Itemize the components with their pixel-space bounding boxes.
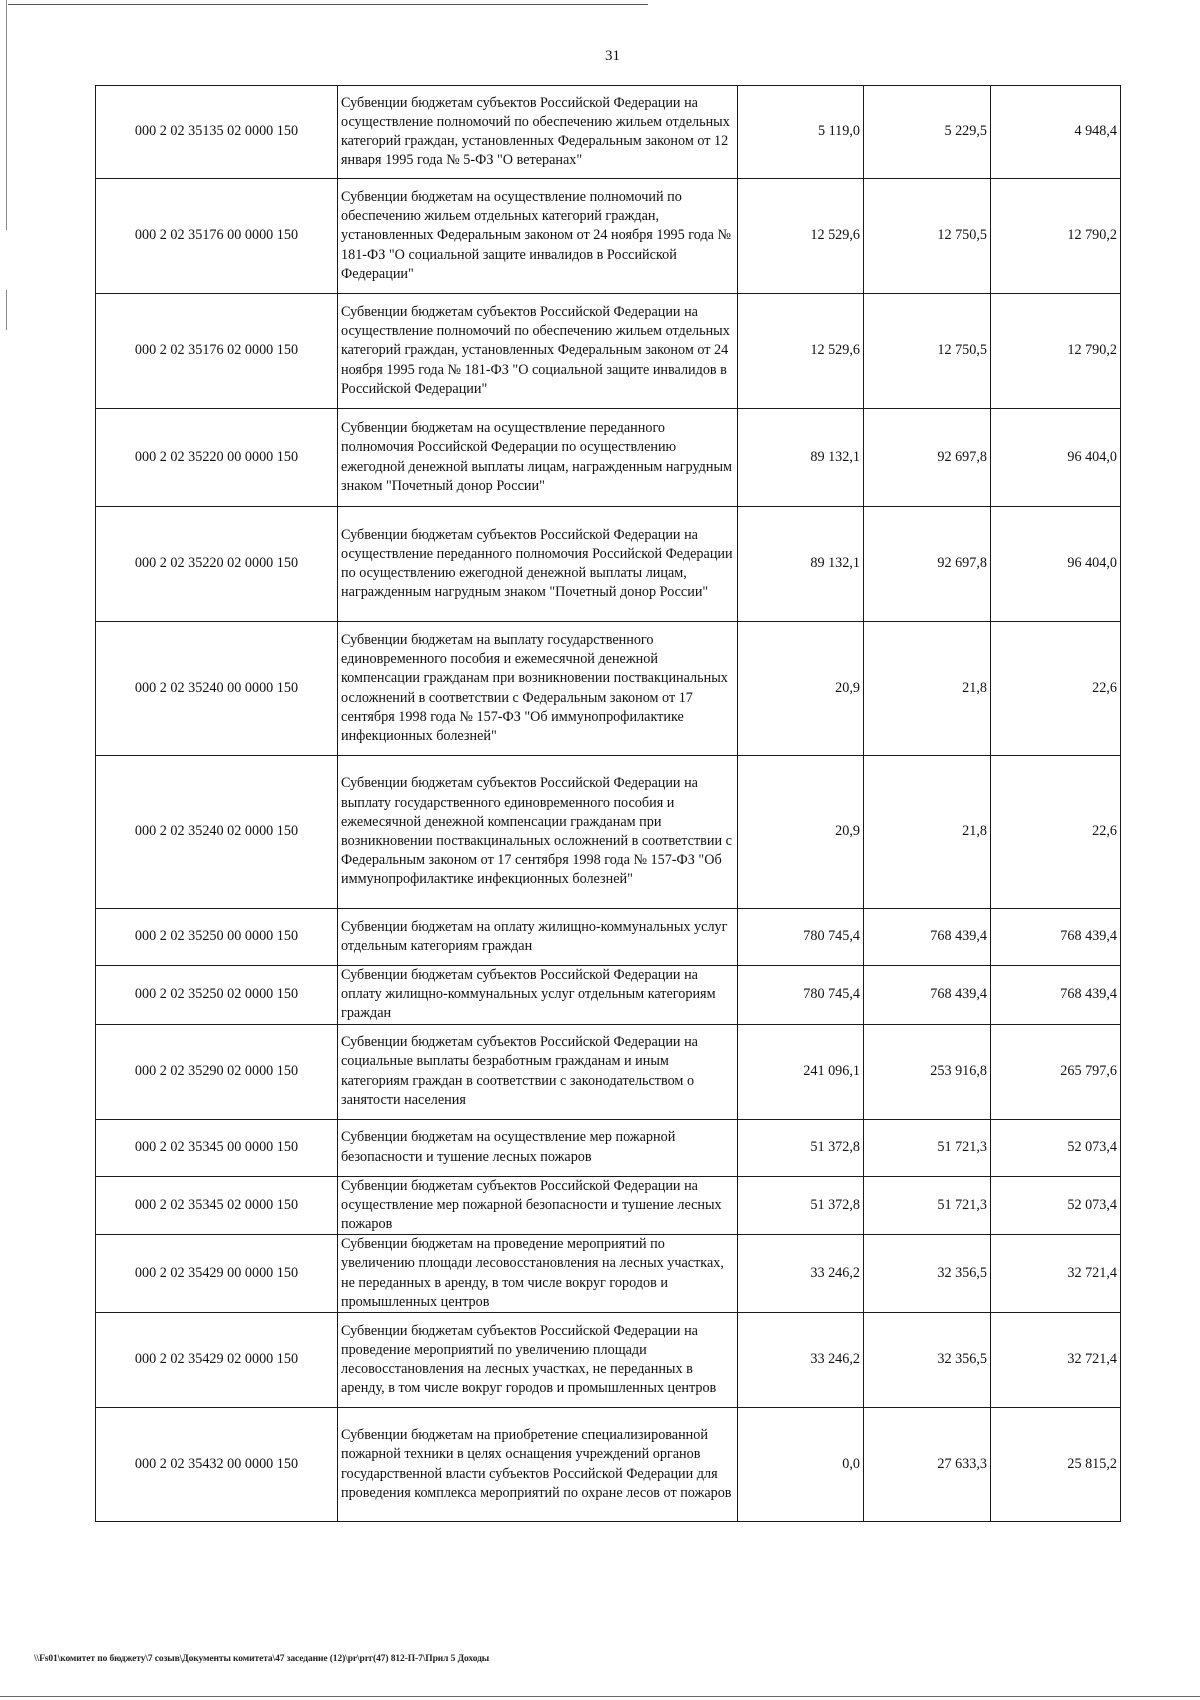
budget-code-cell: 000 2 02 35345 00 0000 150 xyxy=(96,1119,338,1176)
description-cell: Субвенции бюджетам субъектов Российской Федерации на социальные выплаты безработным гражданам и иным категориям граждан в соответствии с законодательством о занятости населения xyxy=(338,1024,738,1119)
value-year-2-cell: 768 439,4 xyxy=(864,966,991,1025)
value-year-1-cell: 89 132,1 xyxy=(738,409,864,507)
value-year-3-cell: 96 404,0 xyxy=(991,507,1121,622)
budget-code-cell: 000 2 02 35429 02 0000 150 xyxy=(96,1313,338,1408)
description-cell: Субвенции бюджетам субъектов Российской Федерации на оплату жилищно-коммунальных услуг отдельным категориям граждан xyxy=(338,966,738,1025)
value-year-2-cell: 12 750,5 xyxy=(864,179,991,294)
table-body xyxy=(96,86,1121,1522)
description-cell: Субвенции бюджетам субъектов Российской Федерации на проведение мероприятий по увеличению площади лесовосстановления на лесных участках, не переданных в аренду, в том числе вокруг городов и промышленных центров xyxy=(338,1313,738,1408)
value-year-3-cell: 22,6 xyxy=(991,756,1121,909)
table-row xyxy=(96,1313,1121,1408)
table-row xyxy=(96,1408,1121,1522)
table-row xyxy=(96,756,1121,909)
table-row xyxy=(96,1176,1121,1235)
value-year-2-cell: 27 633,3 xyxy=(864,1408,991,1522)
description-cell: Субвенции бюджетам на проведение мероприятий по увеличению площади лесовосстановления на лесных участках, не переданных в аренду, в том числе вокруг городов и промышленных центров xyxy=(338,1235,738,1313)
description-cell: Субвенции бюджетам на осуществление переданного полномочия Российской Федерации по осуществлению ежегодной денежной выплаты лицам, награжденным нагрудным знаком "Почетный донор России" xyxy=(338,409,738,507)
table-row xyxy=(96,507,1121,622)
value-year-2-cell: 21,8 xyxy=(864,622,991,756)
value-year-3-cell: 265 797,6 xyxy=(991,1024,1121,1119)
value-year-1-cell: 20,9 xyxy=(738,622,864,756)
budget-code-cell: 000 2 02 35220 02 0000 150 xyxy=(96,507,338,622)
budget-code-cell: 000 2 02 35429 00 0000 150 xyxy=(96,1235,338,1313)
description-cell: Субвенции бюджетам субъектов Российской Федерации на осуществление мер пожарной безопасности и тушение лесных пожаров xyxy=(338,1176,738,1235)
value-year-2-cell: 92 697,8 xyxy=(864,409,991,507)
value-year-2-cell: 12 750,5 xyxy=(864,294,991,409)
budget-code-cell: 000 2 02 35345 02 0000 150 xyxy=(96,1176,338,1235)
budget-code-cell: 000 2 02 35240 00 0000 150 xyxy=(96,622,338,756)
value-year-3-cell: 32 721,4 xyxy=(991,1313,1121,1408)
description-cell: Субвенции бюджетам на осуществление полномочий по обеспечению жильем отдельных категорий граждан, установленных Федеральным законом от 24 ноября 1995 года № 181-ФЗ "О социальной защите инвалидов в Российской Федерации" xyxy=(338,179,738,294)
value-year-1-cell: 12 529,6 xyxy=(738,179,864,294)
value-year-2-cell: 253 916,8 xyxy=(864,1024,991,1119)
description-cell: Субвенции бюджетам субъектов Российской Федерации на осуществление полномочий по обеспечению жильем отдельных категорий граждан, установленных Федеральным законом от 12 января 1995 года № 5-ФЗ "О ветеранах" xyxy=(338,86,738,179)
value-year-3-cell: 12 790,2 xyxy=(991,179,1121,294)
value-year-3-cell: 25 815,2 xyxy=(991,1408,1121,1522)
value-year-1-cell: 20,9 xyxy=(738,756,864,909)
table-row xyxy=(96,622,1121,756)
value-year-1-cell: 0,0 xyxy=(738,1408,864,1522)
description-cell: Субвенции бюджетам субъектов Российской Федерации на выплату государственного единовременного пособия и ежемесячной денежной компенсации гражданам при возникновении поствакцинальных осложнений в соответствии с Федеральным законом от 17 сентября 1998 года № 157-ФЗ "Об иммунопрофилактике инфекционных болезней" xyxy=(338,756,738,909)
table-row xyxy=(96,909,1121,966)
table-row xyxy=(96,1024,1121,1119)
description-cell: Субвенции бюджетам на оплату жилищно-коммунальных услуг отдельным категориям граждан xyxy=(338,909,738,966)
value-year-1-cell: 5 119,0 xyxy=(738,86,864,179)
value-year-1-cell: 33 246,2 xyxy=(738,1313,864,1408)
value-year-1-cell: 51 372,8 xyxy=(738,1119,864,1176)
value-year-3-cell: 52 073,4 xyxy=(991,1119,1121,1176)
value-year-3-cell: 22,6 xyxy=(991,622,1121,756)
description-cell: Субвенции бюджетам субъектов Российской Федерации на осуществление переданного полномочия Российской Федерации по осуществлению ежегодной денежной выплаты лицам, награжденным нагрудным знаком "Почетный донор России" xyxy=(338,507,738,622)
value-year-3-cell: 12 790,2 xyxy=(991,294,1121,409)
table-row xyxy=(96,86,1121,179)
value-year-3-cell: 768 439,4 xyxy=(991,966,1121,1025)
budget-code-cell: 000 2 02 35250 02 0000 150 xyxy=(96,966,338,1025)
value-year-2-cell: 32 356,5 xyxy=(864,1313,991,1408)
budget-code-cell: 000 2 02 35290 02 0000 150 xyxy=(96,1024,338,1119)
budget-code-cell: 000 2 02 35240 02 0000 150 xyxy=(96,756,338,909)
scan-edge-top xyxy=(8,4,648,5)
description-cell: Субвенции бюджетам на приобретение специализированной пожарной техники в целях оснащения учреждений органов государственной власти субъектов Российской Федерации для проведения комплекса мероприятий по охране лесов от пожаров xyxy=(338,1408,738,1522)
value-year-1-cell: 89 132,1 xyxy=(738,507,864,622)
table-row xyxy=(96,409,1121,507)
page-number: 31 xyxy=(605,48,620,64)
value-year-1-cell: 780 745,4 xyxy=(738,909,864,966)
value-year-2-cell: 51 721,3 xyxy=(864,1119,991,1176)
value-year-3-cell: 32 721,4 xyxy=(991,1235,1121,1313)
budget-code-cell: 000 2 02 35432 00 0000 150 xyxy=(96,1408,338,1522)
table-row xyxy=(96,1235,1121,1313)
value-year-2-cell: 51 721,3 xyxy=(864,1176,991,1235)
scan-margin-mark xyxy=(6,290,7,330)
scan-edge-bottom xyxy=(0,1696,1200,1697)
description-cell: Субвенции бюджетам на осуществление мер пожарной безопасности и тушение лесных пожаров xyxy=(338,1119,738,1176)
table-row xyxy=(96,966,1121,1025)
value-year-1-cell: 12 529,6 xyxy=(738,294,864,409)
value-year-2-cell: 92 697,8 xyxy=(864,507,991,622)
value-year-3-cell: 768 439,4 xyxy=(991,909,1121,966)
budget-code-cell: 000 2 02 35220 00 0000 150 xyxy=(96,409,338,507)
revenue-table xyxy=(95,85,1121,1522)
value-year-2-cell: 32 356,5 xyxy=(864,1235,991,1313)
description-cell: Субвенции бюджетам субъектов Российской Федерации на осуществление полномочий по обеспечению жильем отдельных категорий граждан, установленных Федеральным законом от 24 ноября 1995 года № 181-ФЗ "О социальной защите инвалидов в Российской Федерации" xyxy=(338,294,738,409)
value-year-1-cell: 780 745,4 xyxy=(738,966,864,1025)
budget-code-cell: 000 2 02 35250 00 0000 150 xyxy=(96,909,338,966)
value-year-3-cell: 52 073,4 xyxy=(991,1176,1121,1235)
budget-code-cell: 000 2 02 35176 00 0000 150 xyxy=(96,179,338,294)
description-cell: Субвенции бюджетам на выплату государственного единовременного пособия и ежемесячной денежной компенсации гражданам при возникновении поствакцинальных осложнений в соответствии с Федеральным законом от 17 сентября 1998 года № 157-ФЗ "Об иммунопрофилактике инфекционных болезней" xyxy=(338,622,738,756)
file-path-footer: \\Fs01\комитет по бюджету\7 созыв\Документы комитета\47 заседание (12)\pr\prг(47) 812-П-7\Прил 5 Доходы xyxy=(34,1654,490,1664)
table-row xyxy=(96,179,1121,294)
value-year-1-cell: 241 096,1 xyxy=(738,1024,864,1119)
value-year-2-cell: 768 439,4 xyxy=(864,909,991,966)
value-year-1-cell: 33 246,2 xyxy=(738,1235,864,1313)
table-row xyxy=(96,294,1121,409)
budget-code-cell: 000 2 02 35135 02 0000 150 xyxy=(96,86,338,179)
value-year-2-cell: 5 229,5 xyxy=(864,86,991,179)
budget-code-cell: 000 2 02 35176 02 0000 150 xyxy=(96,294,338,409)
table-row xyxy=(96,1119,1121,1176)
scan-margin-mark xyxy=(6,0,7,230)
value-year-3-cell: 4 948,4 xyxy=(991,86,1121,179)
value-year-1-cell: 51 372,8 xyxy=(738,1176,864,1235)
value-year-2-cell: 21,8 xyxy=(864,756,991,909)
value-year-3-cell: 96 404,0 xyxy=(991,409,1121,507)
